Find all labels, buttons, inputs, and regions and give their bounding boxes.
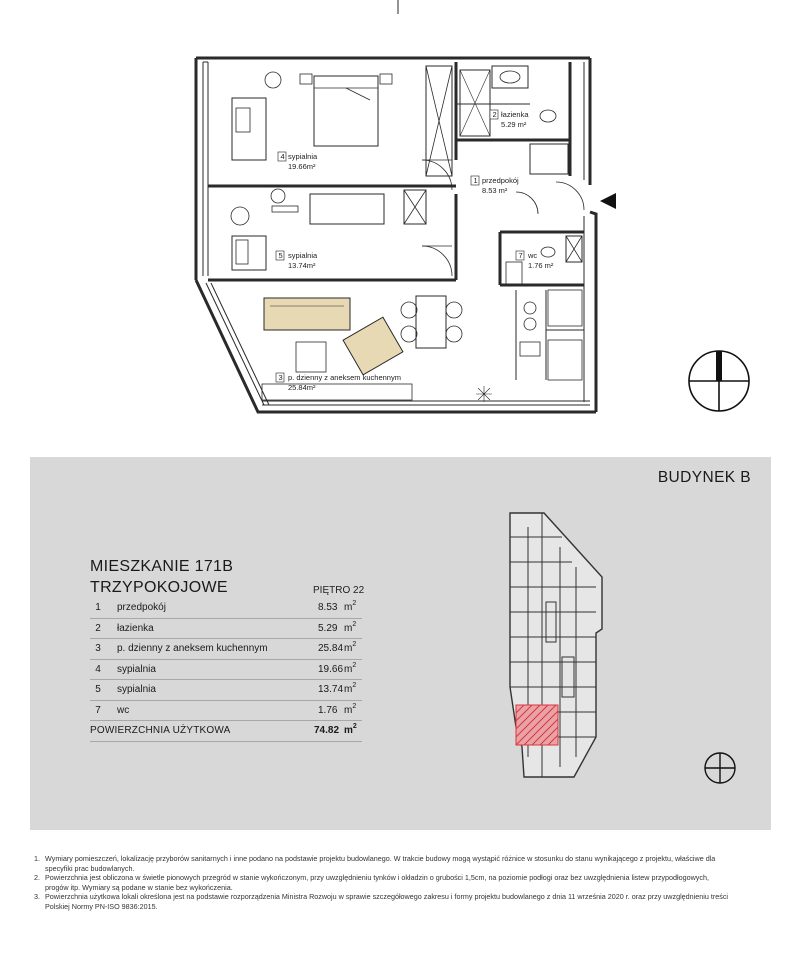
apartment-number: MIESZKANIE 171B	[90, 558, 234, 575]
svg-text:p. dzienny z aneksem kuchennym: p. dzienny z aneksem kuchennym	[288, 373, 401, 382]
apartment-info-panel	[30, 457, 771, 830]
room-label-lazienka	[490, 110, 529, 129]
svg-text:łazienka: łazienka	[501, 110, 529, 119]
svg-text:5.29 m²: 5.29 m²	[501, 120, 527, 129]
room-label-sypialnia-5	[276, 251, 318, 270]
room-label-sypialnia-4	[278, 152, 318, 171]
svg-text:7: 7	[518, 251, 523, 260]
svg-text:1.76 m²: 1.76 m²	[528, 261, 554, 270]
table-row: 5 sypialnia 13.74 $m^2$	[90, 680, 362, 701]
svg-text:25.84m²: 25.84m²	[288, 383, 316, 392]
north-compass-icon	[689, 351, 749, 411]
svg-text:19.66m²: 19.66m²	[288, 162, 316, 171]
svg-text:3: 3	[278, 373, 283, 382]
footnote-3: 3. Powierzchnia użytkowa lokali określona jest na podstawie rozporządzenia Ministra Rozwoju w sprawie szczegółowego zakresu i formy projektu budowlanego z dnia 11 września 2020 r. oraz przy uwzględnieniu treści Polskiej Normy PN-ISO 9836:2015.	[34, 892, 729, 911]
table-row: 2 łazienka 5.29 $m^2$	[90, 619, 362, 640]
total-area-value: 74.82	[314, 725, 340, 736]
footnotes	[34, 854, 734, 911]
room-label-living-room	[276, 373, 401, 392]
svg-text:przedpokój: przedpokój	[482, 176, 519, 185]
footnote-1: 1. Wymiary pomieszczeń, lokalizację przyborów sanitarnych i inne podano na podstawie projektu budowlanego. W trakcie budowy mogą wystąpić różnice w stosunku do stanu wynikającego z projektu, właściwe dla specyfiki prac budowlanych.	[34, 854, 716, 873]
svg-text:4: 4	[280, 152, 285, 161]
svg-text:1: 1	[473, 176, 478, 185]
floor-label: PIĘTRO 22	[313, 585, 365, 596]
floor-plan	[0, 0, 801, 455]
table-row: 7 wc 1.76 $m^2$	[90, 701, 362, 722]
table-row: 4 sypialnia 19.66 $m^2$	[90, 660, 362, 681]
apartment-title	[90, 556, 233, 598]
table-row: 1 przedpokój 8.53 $m^2$	[90, 598, 362, 619]
svg-text:sypialnia: sypialnia	[288, 251, 318, 260]
building-label: BUDYNEK B	[657, 469, 751, 486]
building-key-plan	[502, 507, 612, 787]
small-compass-icon	[702, 750, 738, 786]
svg-text:wc: wc	[528, 251, 538, 260]
svg-text:2: 2	[492, 110, 497, 119]
total-area-row: POWIERZCHNIA UŻYTKOWA 74.82 $m^2$	[90, 721, 362, 742]
svg-text:13.74m²: 13.74m²	[288, 261, 316, 270]
svg-text:8.53 m²: 8.53 m²	[482, 186, 508, 195]
table-row: 3 p. dzienny z aneksem kuchennym 25.84 $m^2$	[90, 639, 362, 660]
svg-text:5: 5	[278, 251, 283, 260]
apartment-type: TRZYPOKOJOWE	[90, 579, 228, 596]
total-area-label: POWIERZCHNIA UŻYTKOWA	[90, 725, 231, 736]
room-area-table	[90, 598, 362, 742]
footnote-2: 2. Powierzchnia jest obliczona w świetle pionowych przegród w stanie wykończonym, przy uwzględnieniu tynków i okładzin o grubości 1,5cm, na poziomie podłogi oraz bez uwzględnienia listew przypodłogowych, progów itp. Wymiary są podane w stanie bez wykończenia.	[34, 873, 709, 892]
room-label-przedpokoj	[471, 176, 519, 195]
entrance-arrow-icon	[600, 193, 616, 209]
svg-text:sypialnia: sypialnia	[288, 152, 318, 161]
